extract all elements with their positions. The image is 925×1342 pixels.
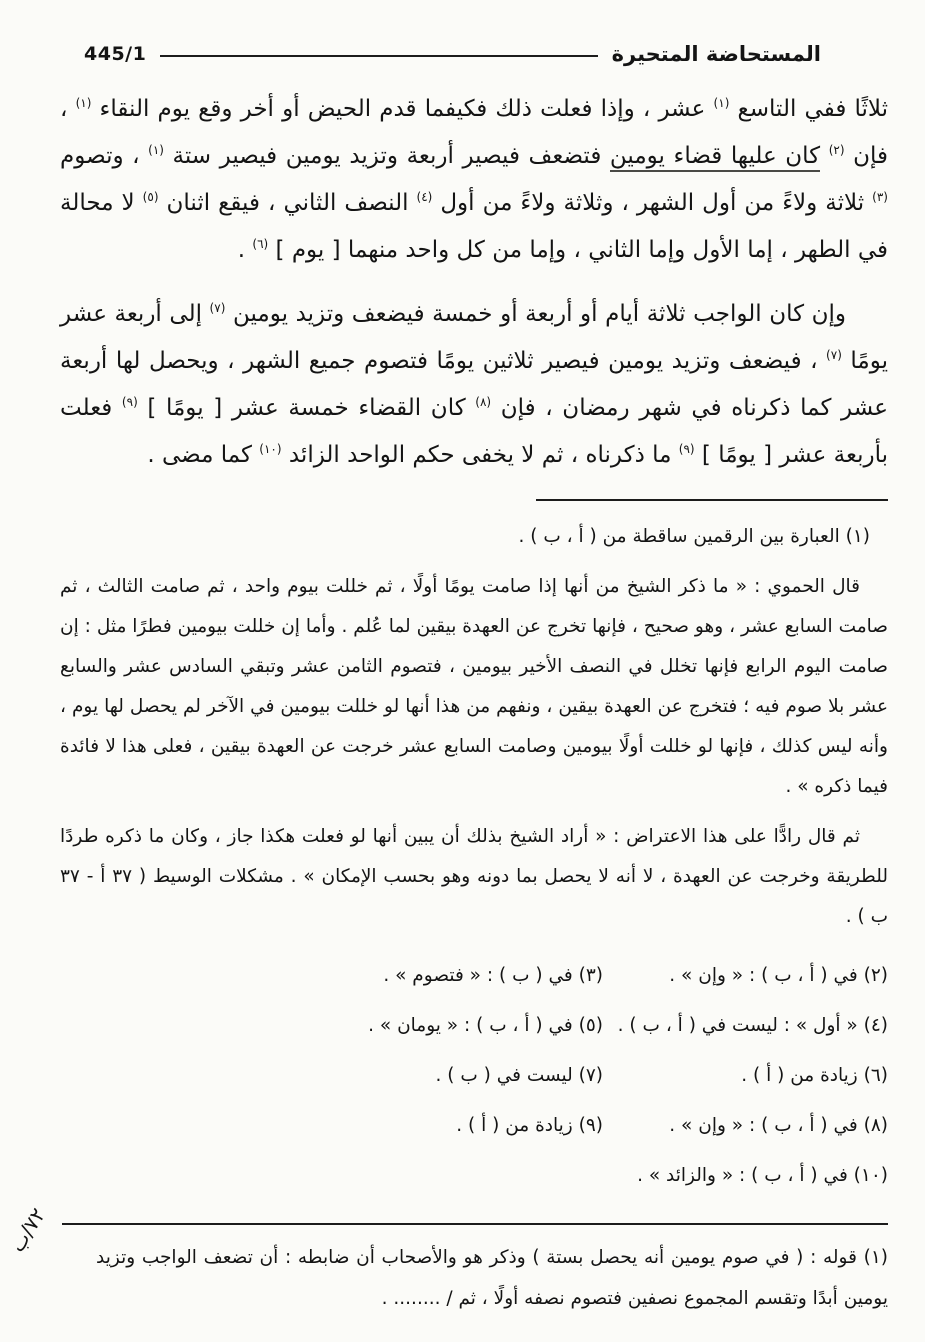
main-text	[60, 86, 888, 479]
text-segment: لا محالة في الطهر ، إما الأول وإما الثاني ، وإما من كل واحد منهما [ يوم ]	[60, 190, 888, 263]
footnote-item-7: (٧) ليست في ( ب ) .	[435, 1065, 603, 1086]
footnote-marker: (١)	[148, 143, 164, 157]
footnote-column-left	[60, 951, 603, 1201]
text-segment: ثلاثًا ففي التاسع	[729, 96, 889, 122]
text-segment: النصف الثاني ، فيقع اثنان	[158, 190, 417, 216]
text-segment: ، فإن	[60, 96, 889, 169]
footnote-marker: (٤)	[416, 190, 433, 204]
bottom-annotation-text: (١) قوله : ( في صوم يومين أنه يحصل بستة ) وذكر هو والأصحاب أن ضابطه : أن تضعف الواجب وتزيد يومين أبدًا وتقسم المجموع نصفين فتصوم نصفه أولًا ، ثم / ........ .	[96, 1247, 888, 1309]
footnote-marker: (٨)	[475, 395, 492, 409]
folio-margin-note: ٧٢/ب	[4, 1203, 51, 1257]
text-segment: .	[237, 237, 253, 263]
text-segment: فتضعف فيصير أربعة وتزيد يومين فيصير ستة	[163, 143, 610, 169]
page-number: 445/1	[84, 43, 147, 65]
footnote-marker: (١)	[75, 96, 92, 110]
text-segment: عشر ، وإذا فعلت ذلك فكيفما قدم الحيض أو أخر وقع يوم النقاء	[91, 96, 714, 122]
book-title: المستحاضة المتحيرة	[611, 42, 821, 66]
footnote-marker: (٣)	[872, 190, 888, 204]
text-segment: وإن كان الواجب ثلاثة أيام أو أربعة أو خمسة فيضعف وتزيد يومين	[225, 301, 847, 327]
footnote-item-8: (٨) في ( أ ، ب ) : « وإن » .	[669, 1115, 888, 1136]
text-segment: كما مضى .	[147, 442, 260, 468]
text-segment: إلى أربعة عشر يومًا	[60, 301, 888, 374]
text-segment: فعلت بأربعة عشر [ يومًا ]	[60, 395, 888, 468]
footnote-item-2: (٢) في ( أ ، ب ) : « وإن » .	[669, 965, 888, 986]
body-paragraph-2	[60, 291, 888, 479]
text-segment: ، وتصوم	[60, 143, 149, 169]
footnote-1: (١) العبارة بين الرقمين ساقطة من ( أ ، ب ) .	[518, 526, 870, 547]
text-segment: ثلاثة ولاءً من أول الشهر ، وثلاثة ولاءً من أول	[432, 190, 873, 216]
text-segment	[820, 143, 829, 169]
bottom-annotation	[96, 1237, 888, 1319]
footnote-marker: (٦)	[252, 237, 269, 251]
footnote-marker: (٢)	[828, 143, 845, 157]
footnote-marker: (٧)	[826, 348, 842, 362]
footnote-marker: (١)	[713, 96, 730, 110]
page-header	[0, 0, 925, 66]
footnote-column-right	[603, 951, 888, 1201]
pencil-underline: كان عليها قضاء يومين	[610, 143, 820, 172]
footnotes-section	[60, 517, 888, 1201]
text-segment: كان القضاء خمسة عشر [ يومًا ]	[137, 395, 476, 421]
footnote-marker: (٩)	[678, 442, 695, 456]
text-segment: ، فيضعف وتزيد يومين فيصير ثلاثين يومًا فتصوم جميع الشهر ، ويحصل لها أربعة عشر كما ذكرناه في شهر رمضان ، فإن	[60, 348, 888, 421]
text-segment: ما ذكرناه ، ثم لا يخفى حكم الواحد الزائد	[281, 442, 679, 468]
footnote-marker: (٧)	[209, 301, 226, 315]
footnote-marker: (١٠)	[259, 442, 282, 456]
footnote-item-6: (٦) زيادة من ( أ ) .	[741, 1065, 888, 1086]
footnote-item-4: (٤) « أول » : ليست في ( أ ، ب ) .	[617, 1015, 888, 1036]
footnote-item-10: (١٠) في ( أ ، ب ) : « والزائد » .	[637, 1165, 888, 1186]
footnote-item-5: (٥) في ( أ ، ب ) : « يومان » .	[368, 1015, 603, 1036]
footnote-hamawi-quote: قال الحموي : « ما ذكر الشيخ من أنها إذا صامت يومًا أولًا ، ثم خللت بيوم واحد ، ثم صامت الثالث ، ثم صامت السابع عشر ، وهو صحيح ، فإنها تخرج عن العهدة بيقين لما عُلم . وأما إن خللت بيومين فطرًا مثل : إن صامت اليوم الرابع فإنها تخلل في النصف الأخير بيومين ، فتصوم الثامن عشر وتبقي السادس عشر والسابع عشر بلا صوم فيه ؛ فتخرج عن العهدة بيقين ، ونفهم من هذا أنها لو خللت بيومين في الآخر لم يحصل لها يوم ، وأنه ليس كذلك ، فإنها لو خللت أولًا بيومين وصامت السابع عشر خرجت عن العهدة بيقين ، فعلى هذا لا فائدة فيما ذكره » .	[60, 576, 888, 797]
footnote-marker: (٥)	[142, 190, 159, 204]
footnote-item-3: (٣) في ( ب ) : « فتصوم » .	[383, 965, 603, 986]
footnote-item-9: (٩) زيادة من ( أ ) .	[456, 1115, 603, 1136]
body-paragraph-1	[60, 86, 888, 274]
footnote-hamawi-reply: ثم قال رادًّا على هذا الاعتراض : « أراد الشيخ بذلك أن يبين أنها لو فعلت هكذا جاز ، وكان ما ذكره طردًا للطريقة وخرجت عن العهدة ، لا أنه لا يحصل بما دونه وهو بحسب الإمكان » . مشكلات الوسيط ( ٣٧ أ - ٣٧ ب ) .	[60, 826, 888, 927]
footnote-marker: (٩)	[121, 395, 138, 409]
footnote-columns	[60, 951, 888, 1201]
bottom-separator-line	[62, 1223, 888, 1225]
footnote-separator-line	[536, 499, 888, 501]
header-divider-line	[160, 55, 597, 57]
